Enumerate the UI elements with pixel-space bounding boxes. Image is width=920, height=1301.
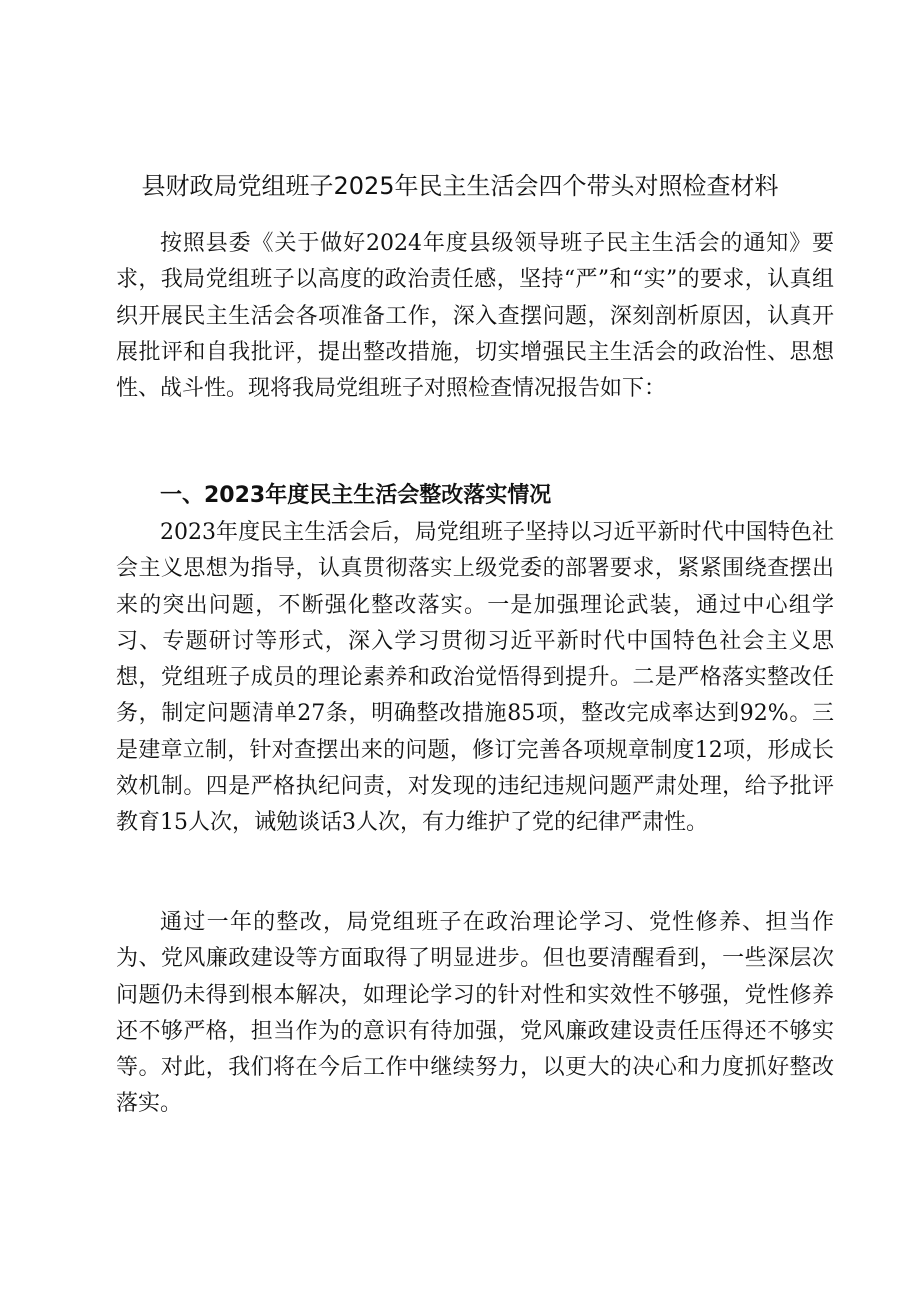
intro-paragraph: 按照县委《关于做好2024年度县级领导班子民主生活会的通知》要求，我局党组班子以高度的政治责任感，坚持“严”和“实”的要求，认真组织开展民主生活会各项准备工作，深入查摆问题，深刻剖析原因，认真开展批评和自我批评，提出整改措施，切实增强民主生活会的政治性、思想性、战斗性。现将我局党组班子对照检查情况报告如下：	[116, 231, 834, 402]
section-heading: 一、2023年度民主生活会整改落实情况	[160, 483, 552, 508]
rectification-paragraph: 2023年度民主生活会后，局党组班子坚持以习近平新时代中国特色社会主义思想为指导，认真贯彻落实上级党委的部署要求，紧紧围绕查摆出来的突出问题，不断强化整改落实。一是加强理论武装，通过中心组学习、专题研讨等形式，深入学习贯彻习近平新时代中国特色社会主义思想，党组班子成员的理论素养和政治觉悟得到提升。二是严格落实整改任务，制定问题清单27条，明确整改措施85项，整改完成率达到92%。三是建章立制，针对查摆出来的问题，修订完善各项规章制度12项，形成长效机制。四是严格执纪问责，对发现的违纪违规问题严肃处理，给予批评教育15人次，诫勉谈话3人次，有力维护了党的纪律严肃性。	[116, 520, 834, 836]
summary-paragraph: 通过一年的整改，局党组班子在政治理论学习、党性修养、担当作为、党风廉政建设等方面取得了明显进步。但也要清醒看到，一些深层次问题仍未得到根本解决，如理论学习的针对性和实效性不够强，党性修养还不够严格，担当作为的意识有待加强，党风廉政建设责任压得还不够实等。对此，我们将在今后工作中继续努力，以更大的决心和力度抓好整改落实。	[116, 910, 834, 1117]
document-title: 县财政局党组班子2025年民主生活会四个带头对照检查材料	[141, 172, 779, 200]
